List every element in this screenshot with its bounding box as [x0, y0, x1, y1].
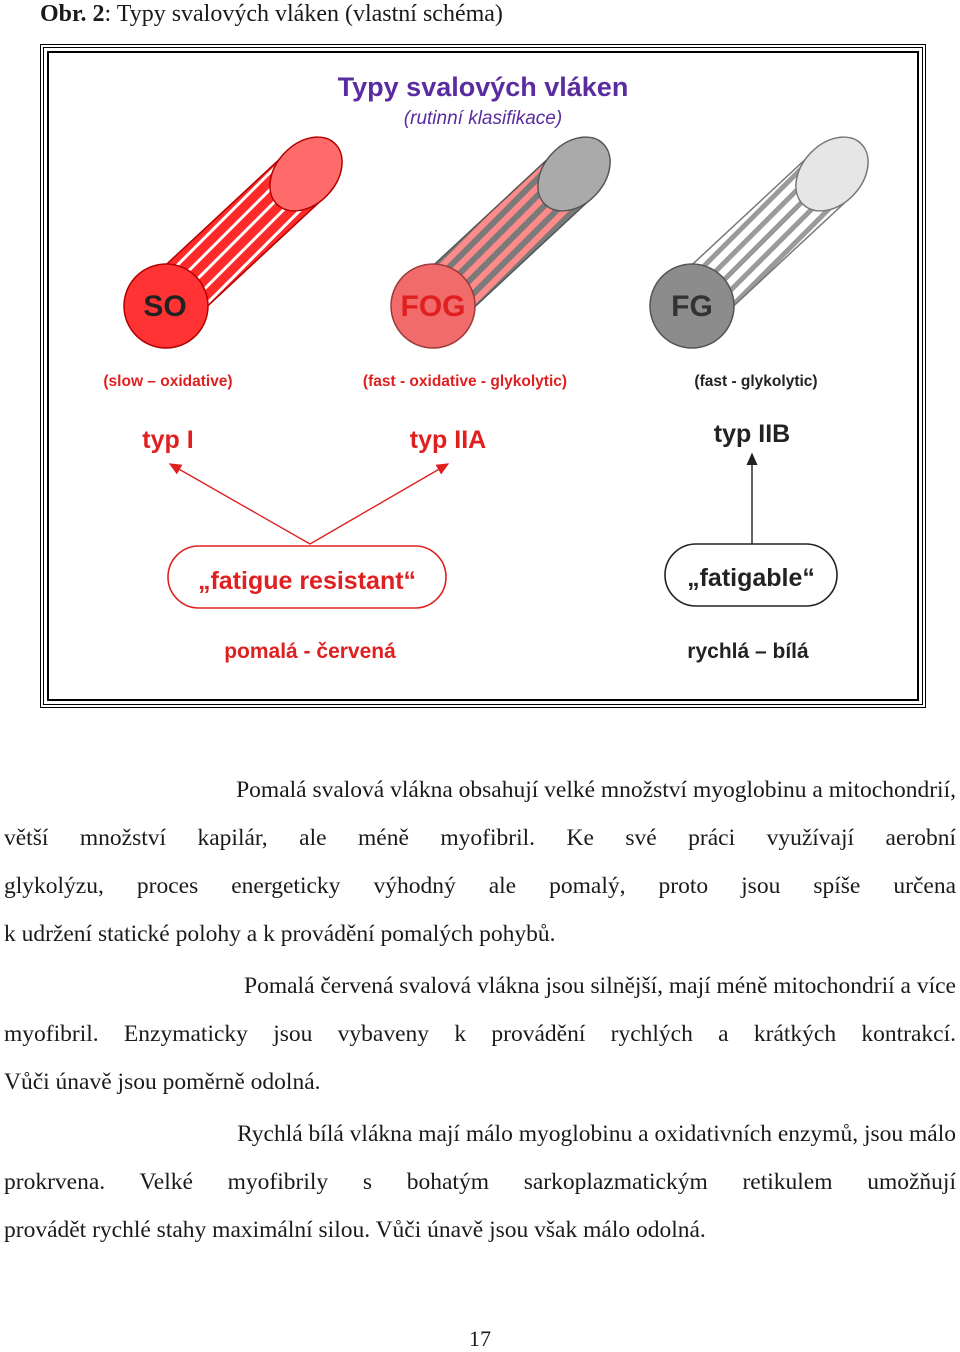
fiber-fog — [391, 123, 625, 348]
paragraph-line: Rychlá bílá vlákna mají málo myoglobinu a oxidativních enzymů, jsou málo — [237, 1121, 956, 1147]
paragraph-line: k udržení statické polohy a k provádění pomalých pohybů. — [4, 921, 556, 947]
fiber-fg-label: FG — [671, 290, 713, 323]
fiber-types-diagram — [40, 44, 918, 700]
fiber-fog-fullname: (fast - oxidative - glykolytic) — [362, 373, 568, 390]
paragraph-slow-fibers — [4, 766, 956, 958]
fiber-so — [124, 123, 357, 348]
arrow-to-typ-i — [170, 464, 310, 544]
fatigable-label: „fatigable“ — [687, 564, 815, 592]
paragraph-fast-white-fibers — [4, 1110, 956, 1254]
figure-caption — [40, 0, 503, 28]
fiber-fog-type: typ IIA — [409, 426, 487, 454]
fiber-fg-fullname: (fast - glykolytic) — [694, 373, 818, 390]
diagram-subtitle: (rutinní klasifikace) — [403, 108, 563, 129]
fiber-so-fullname: (slow – oxidative) — [103, 373, 233, 390]
paragraph-line: provádět rychlé stahy maximální silou. Vůči únavě jsou však málo odolná. — [4, 1217, 706, 1243]
fatigue-resistant-description: pomalá - červená — [224, 640, 396, 663]
arrow-to-typ-iia — [310, 464, 448, 544]
fiber-fg — [650, 123, 883, 348]
fiber-so-type: typ I — [142, 426, 194, 454]
paragraph-line: větší množství kapilár, ale méně myofibril. Ke své práci využívají aerobní — [4, 825, 956, 851]
paragraph-slow-red-fibers — [4, 962, 956, 1106]
paragraph-line: prokrvena. Velké myofibrily s bohatým sarkoplazmatickým retikulem umožňují — [4, 1169, 956, 1195]
paragraph-line: Pomalá svalová vlákna obsahují velké množství myoglobinu a mitochondrií, — [236, 777, 956, 803]
fiber-fg-type: typ IIB — [713, 420, 791, 448]
fiber-fog-label: FOG — [400, 290, 466, 323]
figure-caption-text: : Typy svalových vláken (vlastní schéma) — [104, 1, 503, 27]
paragraph-line: Pomalá červená svalová vlákna jsou silnější, mají méně mitochondrií a více — [244, 973, 956, 999]
figure-label: Obr. 2 — [40, 1, 105, 27]
fatigue-resistant-label: „fatigue resistant“ — [197, 567, 417, 595]
paragraph-line: myofibril. Enzymaticky jsou vybaveny k provádění rychlých a krátkých kontrakcí. — [4, 1021, 956, 1047]
paragraph-line: Vůči únavě jsou poměrně odolná. — [4, 1069, 321, 1095]
page-number: 17 — [469, 1326, 491, 1351]
diagram-title: Typy svalových vláken — [337, 72, 629, 102]
paragraph-line: glykolýzu, proces energeticky výhodný ale pomalý, proto jsou spíše určena — [4, 873, 956, 899]
fiber-so-label: SO — [143, 290, 187, 323]
fatigable-description: rychlá – bílá — [687, 640, 809, 663]
